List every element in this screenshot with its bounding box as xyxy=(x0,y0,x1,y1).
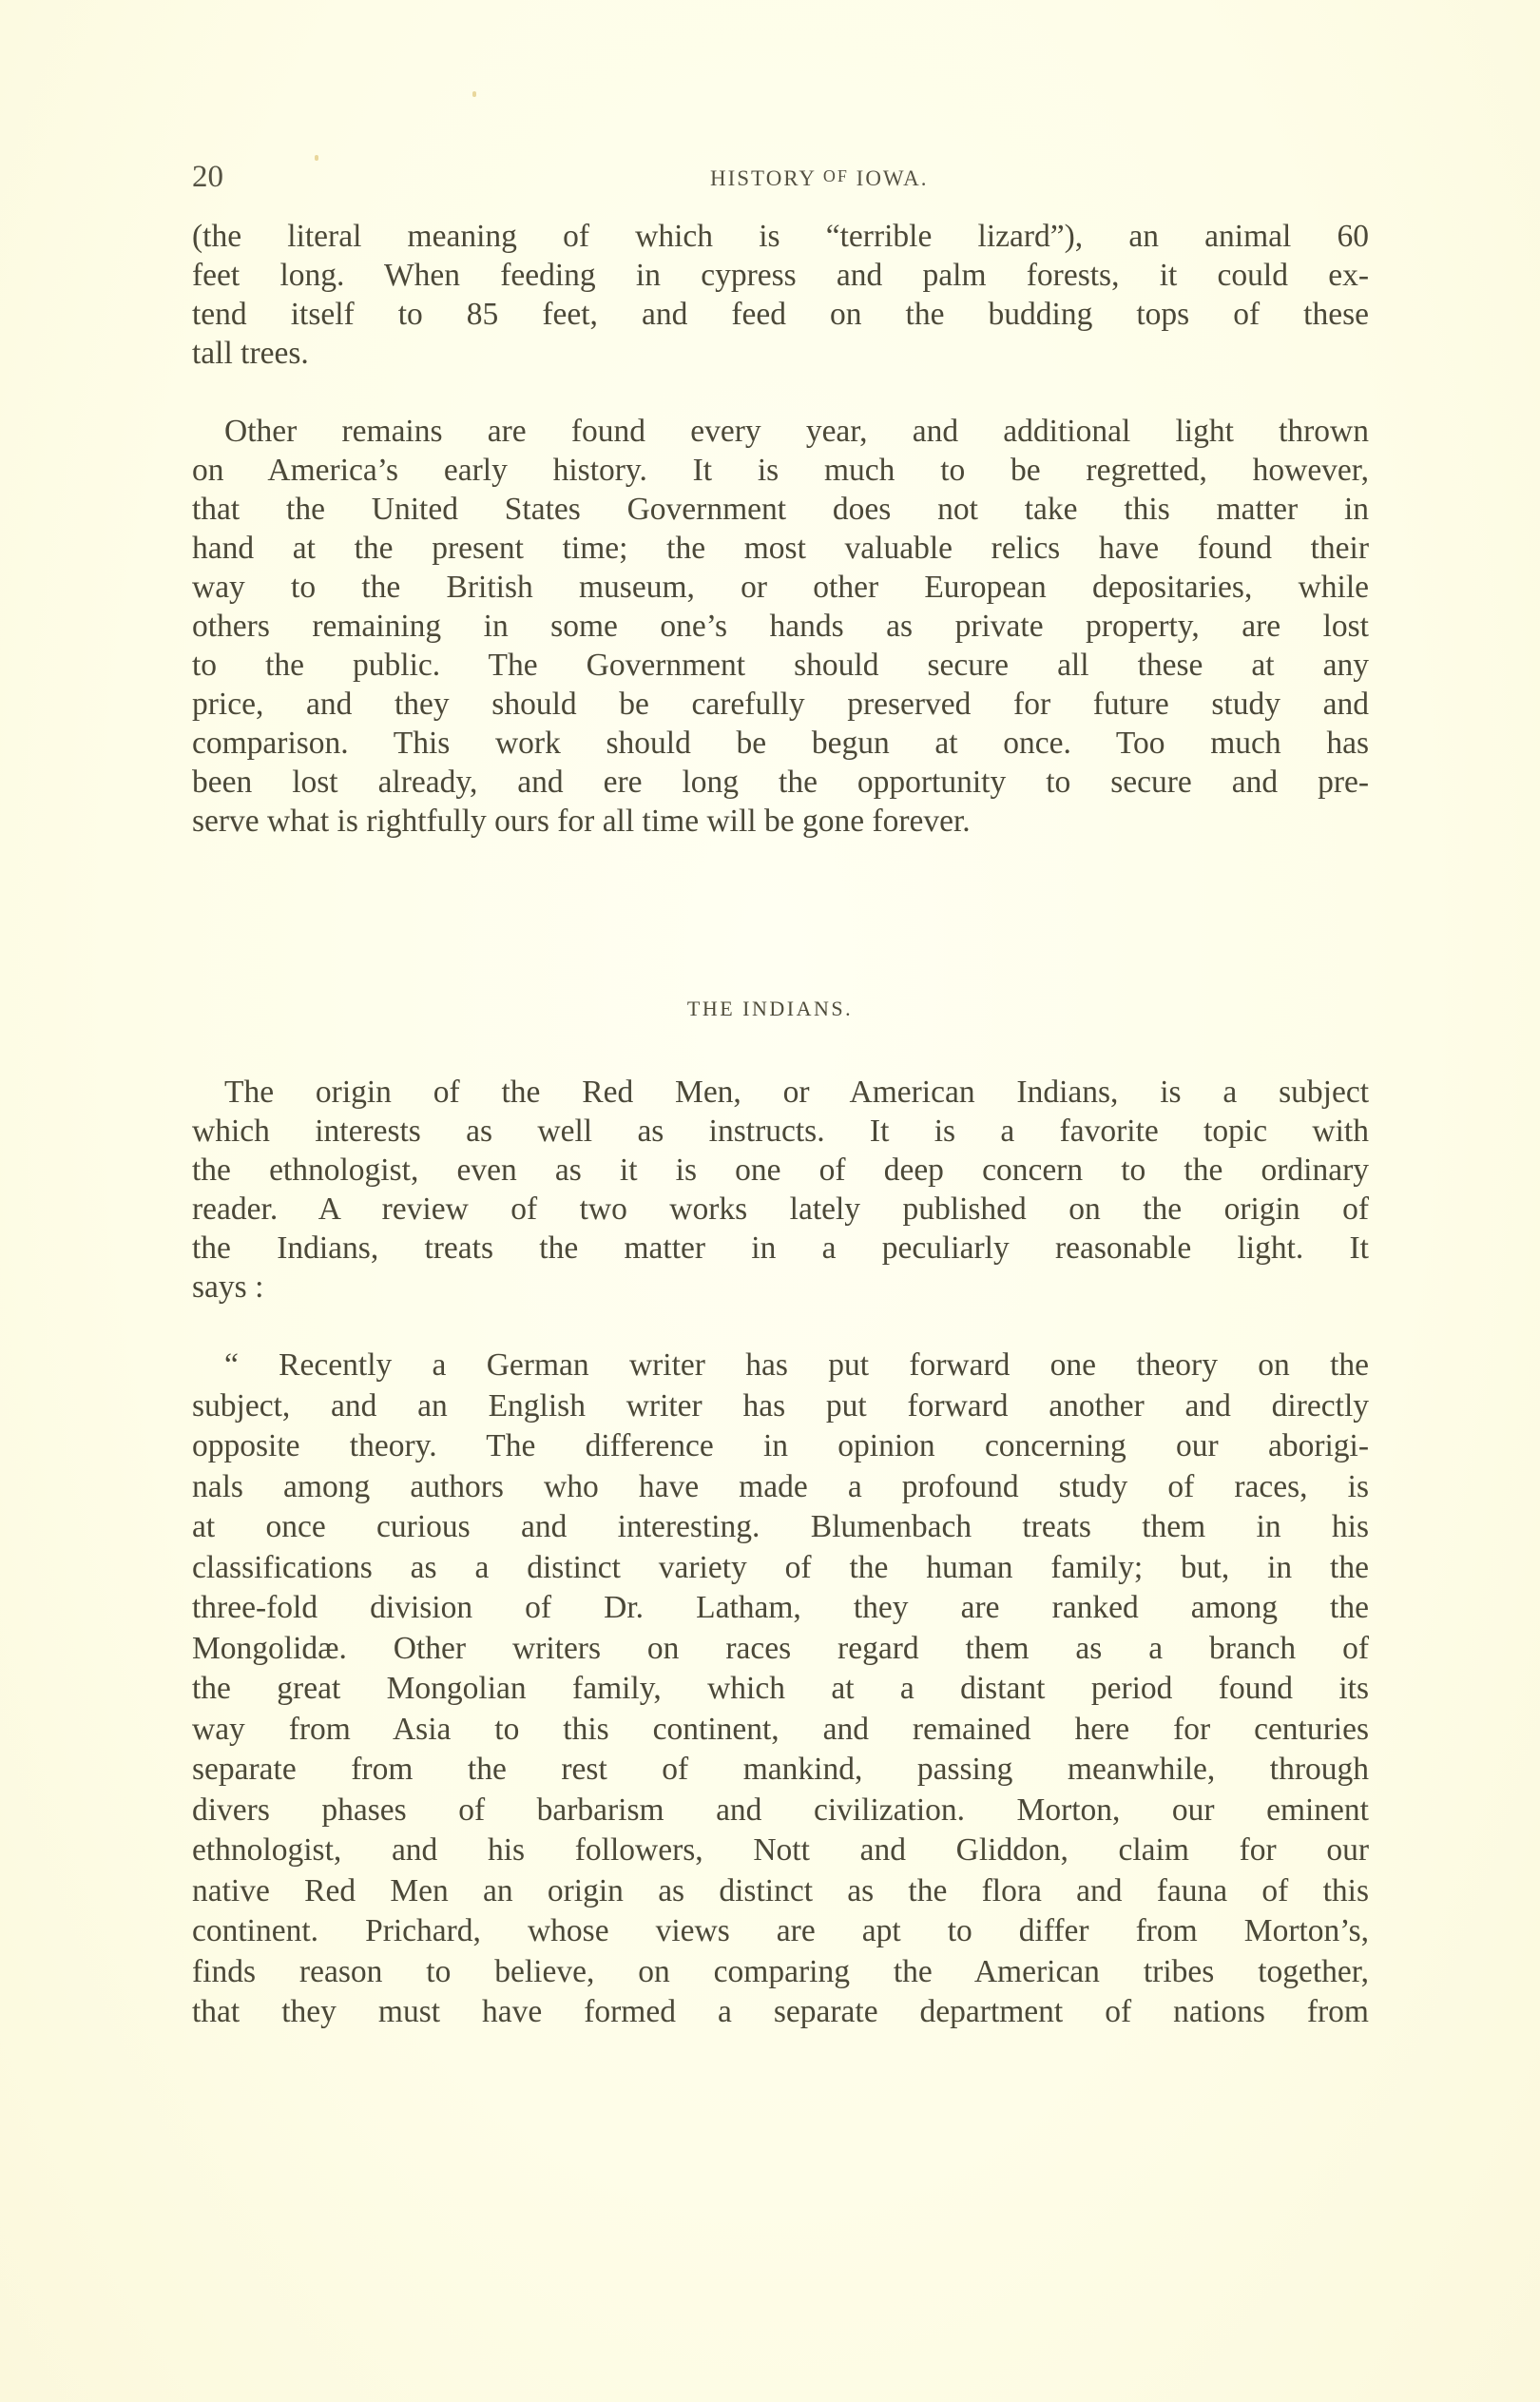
text-line: opposite theory. The difference in opinion concerning our aborigi- xyxy=(192,1428,1369,1463)
text-line: the ethnologist, even as it is one of deep concern to the ordinary xyxy=(192,1153,1369,1188)
text-line: that the United States Government does not take this matter in xyxy=(192,492,1369,527)
text-line: native Red Men an origin as distinct as the flora and fauna of this xyxy=(192,1872,1369,1908)
text-line: serve what is rightfully ours for all time will be gone forever. xyxy=(192,804,971,839)
text-line: feet long. When feeding in cypress and palm forests, it could ex- xyxy=(192,258,1369,293)
running-head xyxy=(192,158,1371,196)
text-line: hand at the present time; the most valuable relics have found their xyxy=(192,531,1369,566)
text-line: finds reason to believe, on comparing the American tribes together, xyxy=(192,1953,1369,1989)
running-title-end: IOWA. xyxy=(848,166,929,190)
paragraph-dinosaur xyxy=(192,217,1369,373)
section-heading: THE INDIANS. xyxy=(686,997,854,1020)
text-line: the Indians, treats the matter in a peculiarly reasonable light. It xyxy=(192,1230,1369,1266)
text-line: way from Asia to this continent, and remained here for centuries xyxy=(192,1711,1369,1747)
running-title-small: OF xyxy=(822,166,849,185)
text-line: been lost already, and ere long the opportunity to secure and pre- xyxy=(192,765,1369,800)
text-line: separate from the rest of mankind, passing meanwhile, through xyxy=(192,1752,1369,1787)
text-line: (the literal meaning of which is “terrible lizard”), an animal 60 xyxy=(192,219,1369,254)
text-line: classifications as a distinct variety of the human family; but, in the xyxy=(192,1549,1369,1585)
text-line: others remaining in some one’s hands as private property, are lost xyxy=(192,609,1369,644)
text-line: The origin of the Red Men, or American Indians, is a subject xyxy=(224,1075,1369,1110)
text-line: Mongolidæ. Other writers on races regard them as a branch of xyxy=(192,1630,1369,1666)
text-line: at once curious and interesting. Blumenbach treats them in his xyxy=(192,1509,1369,1544)
text-line: tend itself to 85 feet, and feed on the budding tops of these xyxy=(192,297,1369,332)
text-line: Other remains are found every year, and additional light thrown xyxy=(224,414,1369,449)
text-line: price, and they should be carefully preserved for future study and xyxy=(192,687,1369,722)
paragraph-remains xyxy=(192,412,1369,841)
text-line: ethnologist, and his followers, Nott and Gliddon, claim for our xyxy=(192,1832,1369,1868)
paragraph-quotation xyxy=(192,1346,1369,2033)
text-line: way to the British museum, or other European depositaries, while xyxy=(192,570,1369,605)
text-line: divers phases of barbarism and civilization. Morton, our eminent xyxy=(192,1792,1369,1828)
text-line: that they must have formed a separate department of nations from xyxy=(192,1994,1369,2029)
text-line: which interests as well as instructs. It is a favorite topic with xyxy=(192,1114,1369,1149)
running-title-main: HISTORY xyxy=(710,166,823,190)
text-line: “ Recently a German writer has put forward one theory on the xyxy=(224,1347,1369,1383)
paper-speck xyxy=(472,91,476,97)
text-line: continent. Prichard, whose views are apt to differ from Morton’s, xyxy=(192,1913,1369,1948)
text-line: nals among authors who have made a profound study of races, is xyxy=(192,1468,1369,1504)
text-line: subject, and an English writer has put forward another and directly xyxy=(192,1387,1369,1424)
text-line: the great Mongolian family, which at a distant period found its xyxy=(192,1671,1369,1706)
page-number: 20 xyxy=(192,160,223,194)
text-line: reader. A review of two works lately published on the origin of xyxy=(192,1191,1369,1227)
text-line: to the public. The Government should secure all these at any xyxy=(192,648,1369,683)
paragraph-origin xyxy=(192,1073,1369,1307)
text-line: says : xyxy=(192,1269,264,1305)
running-title xyxy=(710,162,928,197)
text-line: comparison. This work should be begun at once. Too much has xyxy=(192,726,1369,761)
text-line: three-fold division of Dr. Latham, they are ranked among the xyxy=(192,1590,1369,1625)
text-line: on America’s early history. It is much to be regretted, however, xyxy=(192,453,1369,488)
text-line: tall trees. xyxy=(192,336,309,371)
